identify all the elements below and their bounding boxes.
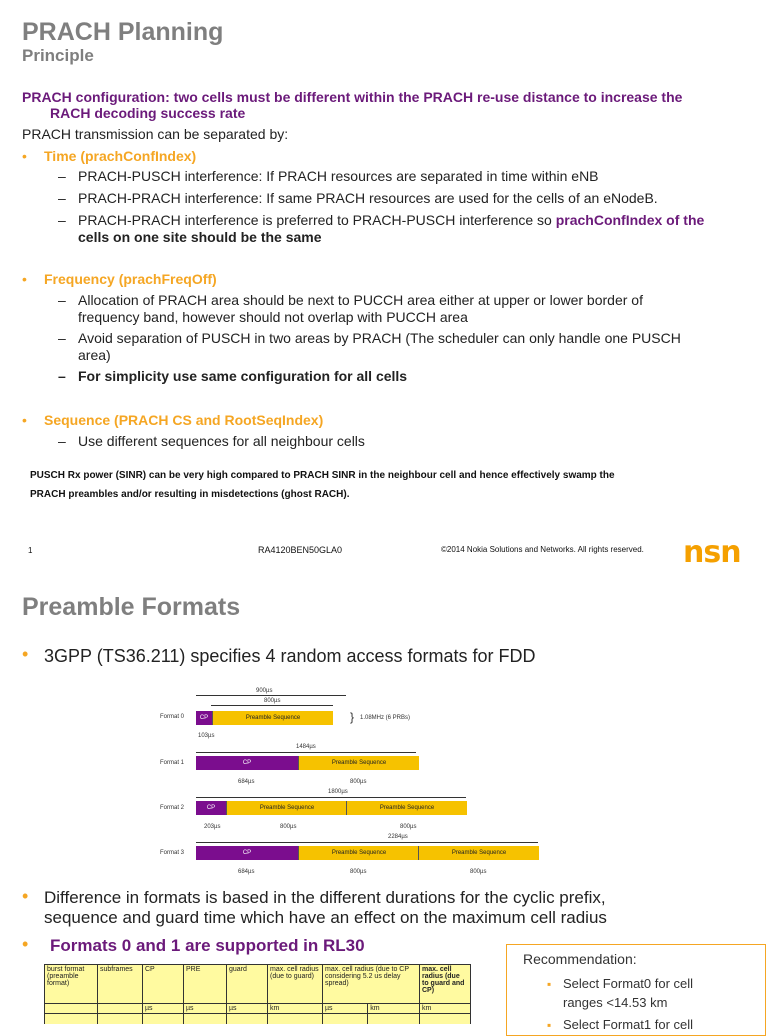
format-3-seq2-duration: 800µs (470, 869, 487, 875)
format-3-sequence-2: Preamble Sequence (418, 846, 539, 860)
square-bullet-icon: ▪ (547, 1018, 552, 1032)
format-2-sequence-2: Preamble Sequence (346, 801, 467, 815)
format-3-cp-duration: 684µs (238, 869, 255, 875)
frequency-item-1b: frequency band, however should not overlap with PUCCH area (78, 309, 468, 325)
table-header-row (45, 965, 471, 1004)
time-item-1: PRACH-PUSCH interference: If PRACH resources are separated in time within eNB (78, 168, 599, 184)
table-unit-cell: µs (227, 1004, 268, 1014)
dash-icon: – (58, 168, 66, 184)
dimension-line (196, 842, 538, 843)
format-2-label: Format 2 (160, 805, 185, 811)
table-header-cell: max. cell radius (due to guard and CP) (420, 965, 471, 1004)
dash-icon: – (58, 292, 66, 308)
footnote-line-1: PUSCH Rx power (SINR) can be very high compared to PRACH SINR in the neighbour cell and hence effectively swamp the (30, 470, 615, 481)
table-unit-cell: km (420, 1004, 471, 1014)
format-table-wrapper (44, 964, 484, 1024)
recommendation-item-2: Select Format1 for cell (563, 1017, 694, 1032)
footer-doc-id: RA4120BEN50GLA0 (258, 545, 343, 555)
recommendation-item-1a: Select Format0 for cell (563, 976, 694, 991)
section-time-heading: Time (prachConfIndex) (44, 148, 197, 164)
format-1-label: Format 1 (160, 760, 185, 766)
frequency-item-3: For simplicity use same configuration for all cells (78, 368, 408, 384)
time-emphasis-2: cells on one site should be the same (78, 229, 322, 245)
format-2-seq2-duration: 800µs (400, 824, 417, 830)
format-2-total: 1800µs (328, 789, 348, 795)
format-1-cp: CP (196, 756, 298, 770)
frequency-item-2b: area) (78, 347, 111, 363)
frequency-item-2a: Avoid separation of PUSCH in two areas by PRACH (The scheduler can only handle one PUSCH (78, 330, 681, 346)
bullet-icon: • (22, 934, 29, 954)
format-1-total: 1484µs (296, 744, 316, 750)
brace-icon: } (350, 710, 355, 724)
footer-copyright: ©2014 Nokia Solutions and Networks. All rights reserved. (441, 545, 644, 554)
bullet-icon: • (22, 644, 29, 664)
format-2-cp-duration: 203µs (204, 824, 221, 830)
section-sequence-heading: Sequence (PRACH CS and RootSeqIndex) (44, 412, 324, 428)
headline-line-1: PRACH configuration: two cells must be different within the PRACH re-use distance to increase the (22, 89, 683, 105)
intro-text: PRACH transmission can be separated by: (22, 126, 289, 142)
table-units-row (45, 1004, 471, 1014)
time-emphasis-1: prachConfIndex of the (555, 212, 705, 228)
slide2-bullet-2-line-2: sequence and guard time which have an effect on the maximum cell radius (44, 908, 607, 927)
table-unit-cell: µs (143, 1004, 184, 1014)
table-header-cell: CP (143, 965, 184, 1004)
format-0-cp: CP (196, 711, 212, 725)
dash-icon: – (58, 368, 66, 384)
table-unit-cell: µs (323, 1004, 368, 1014)
sequence-item-1: Use different sequences for all neighbour cells (78, 433, 365, 449)
dimension-line (196, 695, 346, 696)
format-0-sequence: Preamble Sequence (212, 711, 333, 725)
table-unit-cell (45, 1004, 98, 1014)
bullet-icon: • (22, 886, 29, 906)
table-unit-cell: km (368, 1004, 420, 1014)
format-0-bandwidth: 1.08MHz (6 PRBs) (360, 715, 411, 721)
recommendation-title: Recommendation: (523, 951, 637, 967)
format-3-total: 2284µs (388, 834, 408, 840)
bullet-icon: • (22, 412, 27, 428)
dimension-line (211, 705, 333, 706)
format-3-sequence-1: Preamble Sequence (298, 846, 419, 860)
format-2-sequence-1: Preamble Sequence (226, 801, 347, 815)
slide-subtitle: Principle (22, 46, 94, 65)
preamble-format-diagram (150, 686, 550, 875)
square-bullet-icon: ▪ (547, 977, 552, 991)
dash-icon: – (58, 433, 66, 449)
slide2-bullet-3: Formats 0 and 1 are supported in RL30 (50, 936, 365, 955)
frequency-item-1a: Allocation of PRACH area should be next to PUCCH area either at upper or lower border of (78, 292, 643, 308)
format-0-total: 900µs (256, 688, 273, 694)
time-item-3-text: PRACH-PRACH interference is preferred to PRACH-PUSCH interference so (78, 212, 552, 228)
bullet-icon: • (22, 148, 27, 164)
table-header-cell: max. cell radius (due to guard) (268, 965, 323, 1004)
slide2-bullet-1: 3GPP (TS36.211) specifies 4 random access formats for FDD (44, 646, 536, 666)
format-3-cp: CP (196, 846, 298, 860)
footer-page-number: 1 (28, 546, 33, 555)
recommendation-box (506, 944, 766, 1036)
headline-line-2: RACH decoding success rate (50, 105, 246, 121)
table-unit-cell: µs (184, 1004, 227, 1014)
footnote-line-2: PRACH preambles and/or resulting in misdetections (ghost RACH). (30, 489, 350, 500)
format-1-cp-duration: 684µs (238, 779, 255, 785)
table-header-cell: PRE (184, 965, 227, 1004)
table-row (45, 1014, 471, 1025)
time-item-3 (78, 212, 704, 229)
table-header-cell: burst format (preamble format) (45, 965, 98, 1004)
table-header-cell: max. cell radius (due to CP considering 5.2 us delay spread) (323, 965, 420, 1004)
format-3-label: Format 3 (160, 850, 185, 856)
table-unit-cell: km (268, 1004, 323, 1014)
time-item-2: PRACH-PRACH interference: If same PRACH resources are used for the cells of an eNodeB. (78, 190, 658, 206)
dimension-line (196, 797, 466, 798)
format-3-seq1-duration: 800µs (350, 869, 367, 875)
dash-icon: – (58, 212, 66, 228)
table-header-cell: subframes (98, 965, 143, 1004)
format-0-seq-duration: 800µs (264, 698, 281, 704)
slide-title: PRACH Planning (22, 18, 224, 46)
format-1-seq-duration: 800µs (350, 779, 367, 785)
format-table (44, 964, 471, 1024)
nsn-logo: nsn (683, 535, 741, 570)
format-0-cp-duration: 103µs (198, 733, 215, 739)
dimension-line (196, 752, 416, 753)
table-unit-cell (98, 1004, 143, 1014)
format-1-sequence: Preamble Sequence (298, 756, 419, 770)
slide2-bullet-2-line-1: Difference in formats is based in the different durations for the cyclic prefix, (44, 888, 606, 907)
dash-icon: – (58, 330, 66, 346)
format-2-seq1-duration: 800µs (280, 824, 297, 830)
dash-icon: – (58, 190, 66, 206)
table-header-cell: guard (227, 965, 268, 1004)
recommendation-item-1b: ranges <14.53 km (563, 995, 668, 1010)
section-frequency-heading: Frequency (prachFreqOff) (44, 271, 217, 287)
bullet-icon: • (22, 271, 27, 287)
format-2-cp: CP (196, 801, 226, 815)
format-0-label: Format 0 (160, 714, 185, 720)
slide2-title: Preamble Formats (22, 593, 241, 621)
